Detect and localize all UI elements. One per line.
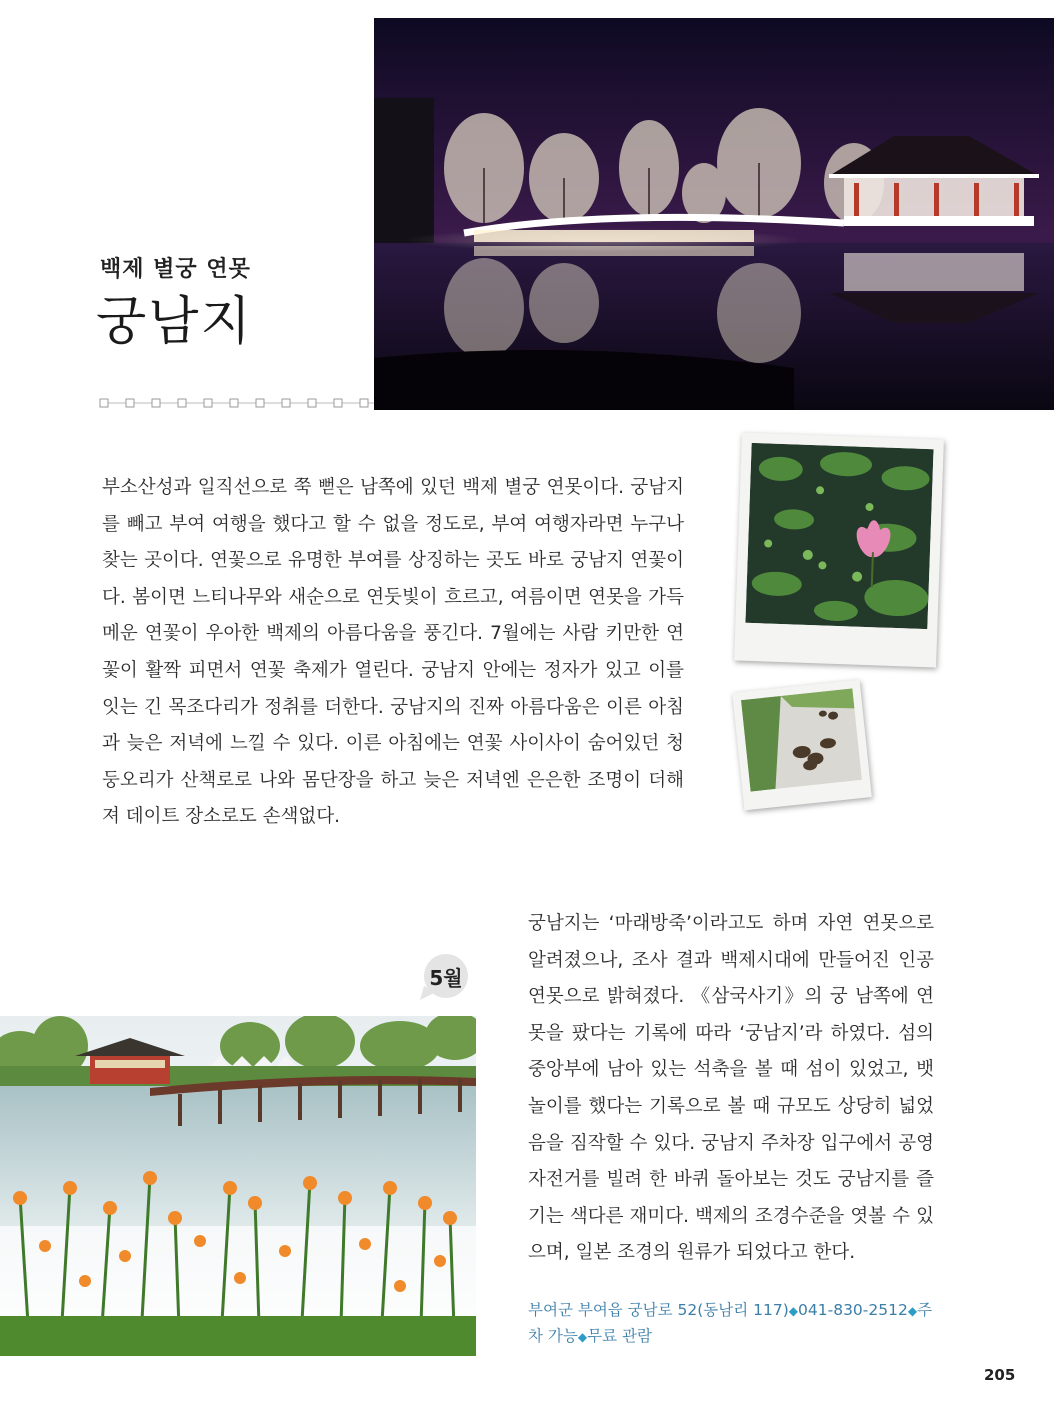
- body-paragraph-history: 궁남지는 ‘마래방죽’이라고도 하며 자연 연못으로 알려졌으나, 조사 결과 백제시대에 만들어진 인공 연못으로 밝혀졌다. 《삼국사기》의 궁 남쪽에 연못을 팠다는 기록에 따라 ‘궁남지’라 하였다. 섬의 중앙부에 남아 있는 석축을 볼 때 섬이 있었고, 뱃놀이를 했다는 기록으로 볼 때 규모도 상당히 넓었음을 짐작할 수 있다. 궁남지 주차장 입구에서 공영자전거를 빌려 한 바퀴 돌아보는 것도 궁남지를 즐기는 색다른 재미다. 백제의 조경수준을 엿볼 수 있으며, 일본 조경의 원류가 되었다고 한다.: [528, 913, 934, 1264]
- info-phone: 041-830-2512: [798, 1301, 908, 1319]
- polaroid-ducks-photo: [732, 680, 872, 811]
- info-admission: 무료 관람: [587, 1327, 652, 1345]
- hero-night-photo: [374, 18, 1054, 410]
- info-parking: 주차 가능: [528, 1301, 933, 1345]
- decorative-dot-line: [98, 396, 378, 410]
- body-paragraph-intro: 부소산성과 일직선으로 쭉 뻗은 남쪽에 있던 백제 별궁 연못이다. 궁남지를 빼고 부여 여행을 했다고 할 수 없을 정도로, 부여 여행자라면 누구나 찾는 곳이다. 연꽃으로 유명한 부여를 상징하는 곳도 바로 궁남지 연꽃이다. 봄이면 느티나무와 새순으로 연둣빛이 흐르고, 여름이면 연못을 가득 메운 연꽃이 우아한 백제의 아름다움을 풍긴다. 7월에는 사람 키만한 연꽃이 활짝 피면서 연꽃 축제가 열린다. 궁남지 안에는 정자가 있고 이를 잇는 긴 목조다리가 정취를 더한다. 궁남지의 진짜 아름다움은 이른 아침과 늦은 저녁에 느낄 수 있다. 이른 아침에는 연꽃 사이사이 숨어있던 청둥오리가 산책로로 나와 몸단장을 하고 늦은 저녁엔 은은한 조명이 더해져 데이트 장소로도 손색없다.: [102, 477, 684, 828]
- visitor-info: [528, 1298, 938, 1350]
- page-title: 궁남지: [96, 292, 253, 352]
- info-address: 부여군 부여읍 궁남로 52(동남리 117): [528, 1301, 789, 1319]
- diamond-bullet-icon: ◆: [907, 1304, 918, 1318]
- page-number: 205: [984, 1366, 1016, 1384]
- diamond-bullet-icon: ◆: [577, 1330, 588, 1344]
- month-label: 5월: [429, 966, 463, 990]
- polaroid-lotus-photo: [734, 433, 944, 668]
- section-subtitle: 백제 별궁 연못: [100, 257, 251, 282]
- lake-bridge-lily-photo: [0, 1016, 476, 1356]
- diamond-bullet-icon: ◆: [788, 1304, 799, 1318]
